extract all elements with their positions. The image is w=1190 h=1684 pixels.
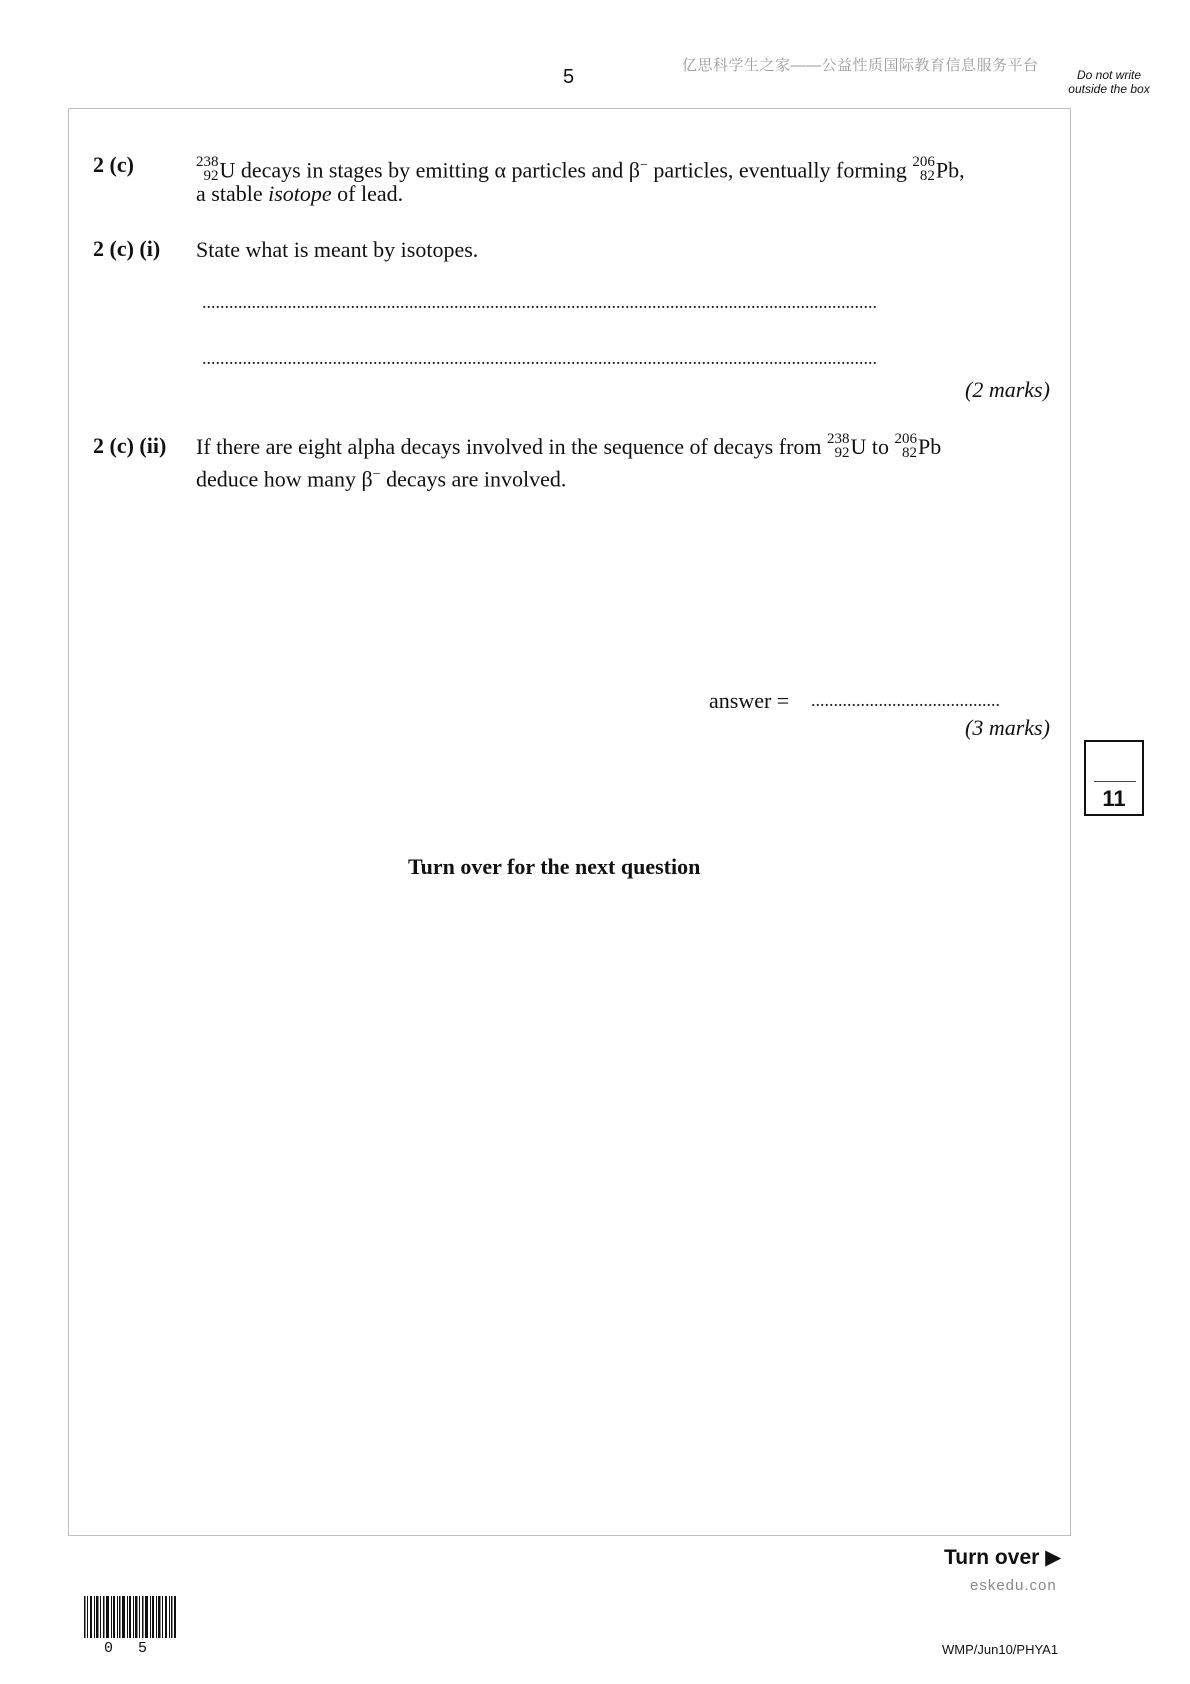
mass-number: 238 bbox=[827, 430, 850, 447]
margin-note: Do not write outside the box bbox=[1068, 68, 1150, 96]
score-divider bbox=[1094, 781, 1136, 782]
question-number-2cii: 2 (c) (ii) bbox=[93, 433, 167, 458]
mass-number: 206 bbox=[912, 154, 935, 171]
paper-code: WMP/Jun10/PHYA1 bbox=[942, 1642, 1059, 1657]
mass-number: 238 bbox=[196, 154, 219, 171]
question-number-2c: 2 (c) bbox=[93, 152, 134, 177]
atomic-number: 92 bbox=[203, 168, 219, 185]
element-symbol: U bbox=[850, 434, 867, 459]
barcode-icon bbox=[84, 1596, 177, 1638]
answer-field[interactable]: .......................................... bbox=[811, 690, 1000, 710]
question-2cii-line2 bbox=[196, 461, 566, 493]
barcode-digits: 0 5 bbox=[104, 1640, 156, 1657]
marks-label: (3 marks) bbox=[965, 715, 1050, 740]
nuclide-pb206 bbox=[895, 432, 918, 460]
question-number-2ci: 2 (c) (i) bbox=[93, 236, 161, 261]
question-2c-line2 bbox=[196, 180, 403, 208]
question-text: particles, eventually forming bbox=[647, 157, 913, 183]
question-text: decays in stages by emitting α particles and β bbox=[235, 157, 640, 183]
mass-number: 206 bbox=[894, 430, 918, 447]
question-2ci-text: State what is meant by isotopes. bbox=[196, 237, 479, 262]
beta-minus-sup: − bbox=[639, 158, 648, 173]
atomic-number: 82 bbox=[919, 168, 935, 185]
marks-label: (2 marks) bbox=[965, 377, 1050, 402]
question-text: decays are involved. bbox=[380, 466, 567, 492]
watermark-text: 亿思科学生之家——公益性质国际教育信息服务平台 bbox=[682, 57, 1039, 74]
beta-minus-sup: − bbox=[372, 467, 381, 482]
site-watermark: eskedu.con bbox=[970, 1577, 1057, 1594]
turn-over-next-question: Turn over for the next question bbox=[408, 854, 701, 879]
question-text: a stable bbox=[196, 181, 269, 206]
question-text: to bbox=[866, 434, 895, 459]
turn-over-label: Turn over ▶ bbox=[944, 1546, 1062, 1569]
punctuation: , bbox=[959, 157, 965, 183]
atomic-number: 92 bbox=[834, 444, 850, 461]
question-text: deduce how many β bbox=[196, 466, 373, 492]
page-number: 5 bbox=[563, 66, 575, 88]
question-text: If there are eight alpha decays involved in the sequence of decays from bbox=[196, 434, 828, 459]
score-total: 11 bbox=[1102, 786, 1126, 811]
question-2cii-line1 bbox=[196, 430, 1066, 463]
answer-line-2[interactable]: ...................................................................................................................................................... bbox=[202, 348, 877, 368]
answer-frame bbox=[68, 108, 1071, 1536]
nuclide-pb206 bbox=[912, 155, 935, 183]
answer-line-1[interactable]: ...................................................................................................................................................... bbox=[202, 292, 877, 312]
answer-label: answer = bbox=[709, 688, 790, 713]
italic-term: isotope bbox=[268, 181, 332, 206]
element-symbol: Pb bbox=[918, 434, 942, 459]
element-symbol: U bbox=[219, 157, 236, 183]
nuclide-u238 bbox=[827, 432, 850, 460]
question-text: of lead. bbox=[331, 181, 404, 206]
atomic-number: 82 bbox=[902, 444, 918, 461]
element-symbol: Pb bbox=[935, 157, 960, 183]
